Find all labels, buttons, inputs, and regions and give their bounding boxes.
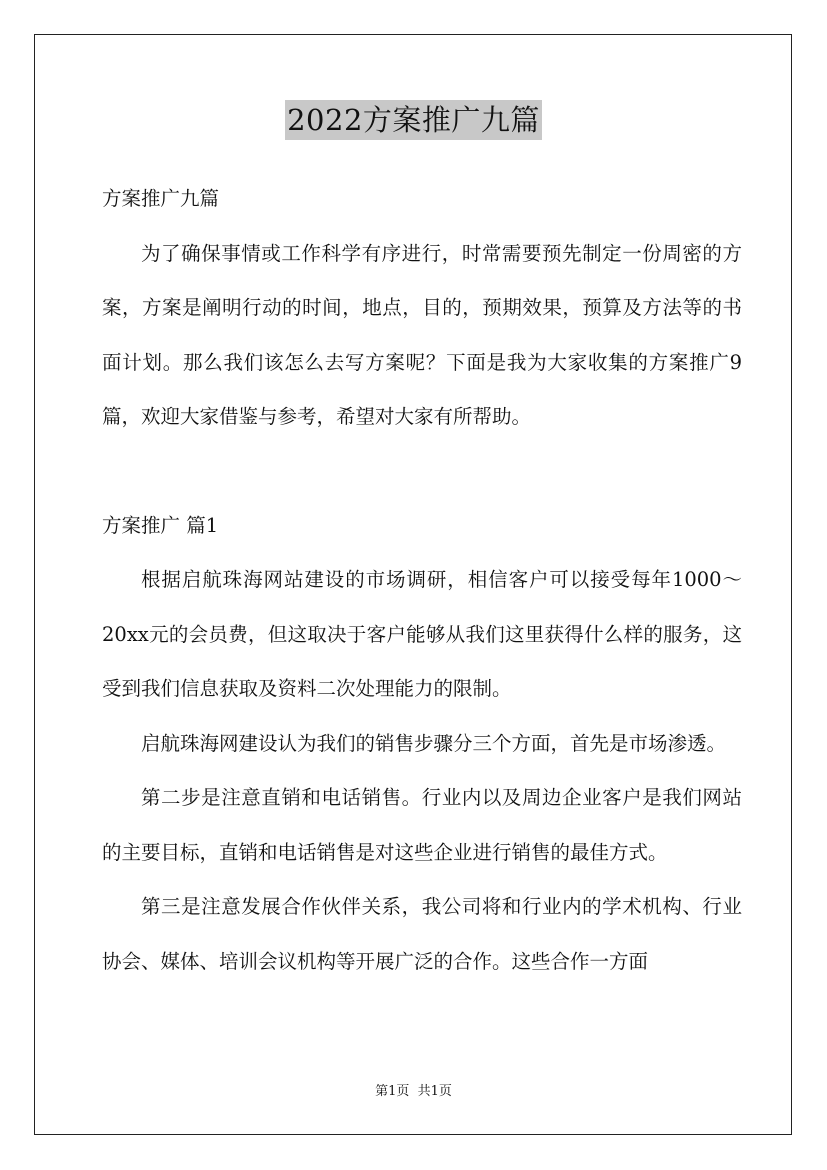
body-paragraph: 启航珠海网建设认为我们的销售步骤分三个方面，首先是市场渗透。 [141, 731, 727, 755]
title-container [0, 100, 827, 140]
section-spacer [102, 445, 742, 499]
document-subtitle: 方案推广九篇 [102, 187, 220, 210]
body-paragraph: 第三是注意发展合作伙伴关系，我公司将和行业内的学术机构、行业协会、媒体、培训会议机构等开展广泛的合作。这些合作一方面 [102, 895, 742, 973]
body-paragraph: 根据启航珠海网站建设的市场调研，相信客户可以接受每年1000～20xx元的会员费，但这取决于客户能够从我们这里获得什么样的服务，这受到我们信息获取及资料二次处理能力的限制。 [102, 568, 742, 700]
document-title: 2022方案推广九篇 [285, 100, 542, 140]
page-number-footer: 第1页 共1页 [375, 1084, 452, 1099]
body-paragraph: 第二步是注意直销和电话销售。行业内以及周边企业客户是我们网站的主要目标，直销和电话销售是对这些企业进行销售的最佳方式。 [102, 786, 742, 864]
document-body [102, 172, 742, 989]
section-heading: 方案推广 篇1 [102, 513, 219, 537]
intro-paragraph: 为了确保事情或工作科学有序进行，时常需要预先制定一份周密的方案，方案是阐明行动的时间，地点，目的，预期效果，预算及方法等的书面计划。那么我们该怎么去写方案呢？下面是我为大家收集的方案推广9篇，欢迎大家借鉴与参考，希望对大家有所帮助。 [102, 241, 742, 428]
